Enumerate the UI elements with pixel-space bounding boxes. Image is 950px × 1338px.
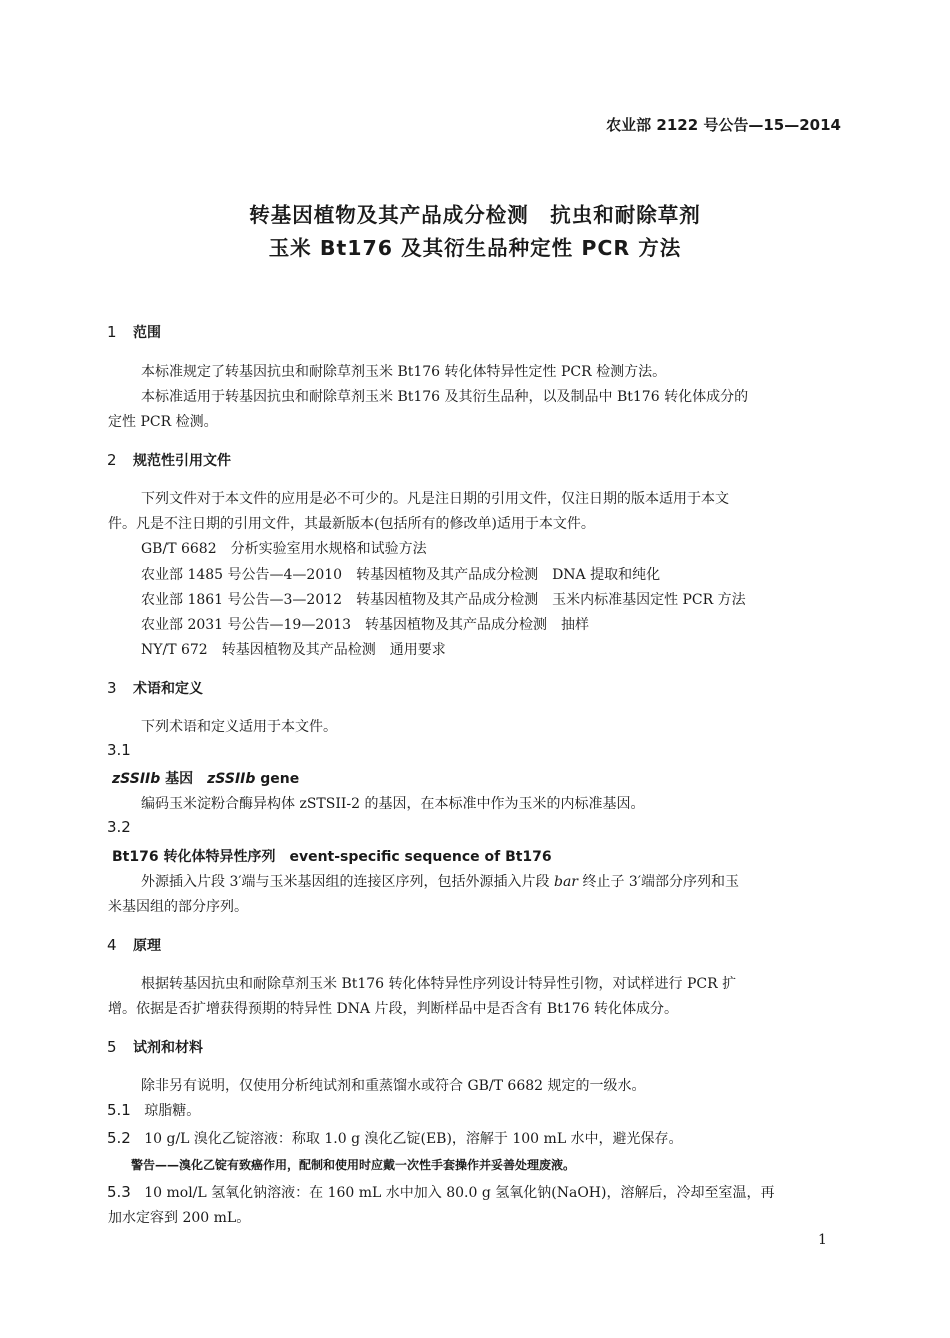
term-3-1-heading (112, 768, 299, 788)
title-line-1: 转基因植物及其产品成分检测 抗虫和耐除草剂 (249, 203, 701, 227)
term-3-2-number (107, 818, 131, 836)
section-number: 1 (107, 323, 117, 341)
paragraph: 本标准适用于转基因抗虫和耐除草剂玉米 Bt176 及其衍生品种，以及制品中 Bt176 转化体成分的 (141, 389, 749, 405)
document-number: 农业部 2122 号公告—15—2014 (606, 116, 841, 134)
paragraph: 根据转基因抗虫和耐除草剂玉米 Bt176 转化体特异性序列设计特异性引物，对试样进行 PCR 扩 (141, 976, 737, 992)
title-line-2: 玉米 Bt176 及其衍生品种定性 PCR 方法 (268, 236, 682, 260)
paragraph: 下列文件对于本文件的应用是必不可少的。凡是注日期的引用文件，仅注日期的版本适用于本文 (141, 491, 729, 507)
term-italic: zSSIIb (112, 771, 161, 787)
reference-item: 农业部 1861 号公告—3—2012 转基因植物及其产品成分检测 玉米内标准基因定性 PCR 方法 (141, 592, 746, 608)
reference-item: 农业部 2031 号公告—19—2013 转基因植物及其产品成分检测 抽样 (141, 617, 589, 633)
term-cn: 基因 (160, 771, 208, 787)
paragraph: 本标准规定了转基因抗虫和耐除草剂玉米 Bt176 转化体特异性定性 PCR 检测方法。 (141, 364, 667, 380)
term-definition: 编码玉米淀粉合酶异构体 zSTSII-2 的基因，在本标准中作为玉米的内标准基因。 (141, 796, 645, 812)
section-title: 规范性引用文件 (133, 453, 231, 469)
item-5-2 (107, 1128, 683, 1148)
definition-text: 终止子 3′端部分序列和玉 (578, 874, 740, 890)
item-text: 琼脂糖。 (144, 1103, 201, 1119)
clause-number: 3.1 (107, 741, 131, 759)
section-number: 2 (107, 451, 117, 469)
item-text: 10 g/L 溴化乙锭溶液：称取 1.0 g 溴化乙锭(EB)，溶解于 100 mL 水中，避光保存。 (144, 1131, 683, 1147)
clause-number: 3.2 (107, 818, 131, 836)
section-2-heading (107, 450, 231, 470)
term-definition-continued: 米基因组的部分序列。 (108, 899, 248, 915)
section-title: 试剂和材料 (133, 1040, 203, 1056)
term-en-italic: zSSIIb (207, 771, 256, 787)
term-3-2-heading: Bt176 转化体特异性序列 event-specific sequence of Bt176 (112, 849, 552, 865)
term-definition (141, 871, 739, 891)
paragraph-continued: 增。依据是否扩增获得预期的特异性 DNA 片段，判断样品中是否含有 Bt176 转化体成分。 (108, 1001, 679, 1017)
section-title: 术语和定义 (133, 681, 203, 697)
section-number: 5 (107, 1038, 117, 1056)
definition-italic: bar (554, 874, 579, 890)
definition-text: 外源插入片段 3′端与玉米基因组的连接区序列，包括外源插入片段 (141, 874, 554, 890)
clause-number: 5.3 (107, 1183, 131, 1201)
warning-note: 警告——溴化乙锭有致癌作用，配制和使用时应戴一次性手套操作并妥善处理废液。 (131, 1158, 576, 1172)
reference-item: NY/T 672 转基因植物及其产品检测 通用要求 (141, 642, 446, 658)
page-number: 1 (818, 1232, 827, 1248)
clause-number: 5.1 (107, 1101, 131, 1119)
section-1-heading (107, 322, 161, 342)
section-number: 4 (107, 936, 117, 954)
paragraph-continued: 件。凡是不注日期的引用文件，其最新版本(包括所有的修改单)适用于本文件。 (108, 516, 595, 532)
section-title: 原理 (133, 938, 161, 954)
paragraph-continued: 定性 PCR 检测。 (108, 414, 218, 430)
section-title: 范围 (133, 325, 161, 341)
item-5-3 (107, 1182, 774, 1202)
section-3-heading (107, 678, 203, 698)
reference-item: GB/T 6682 分析实验室用水规格和试验方法 (141, 541, 427, 557)
paragraph: 下列术语和定义适用于本文件。 (141, 719, 337, 735)
term-en: gene (255, 771, 300, 787)
term-3-1-number (107, 741, 131, 759)
section-5-heading (107, 1037, 203, 1057)
paragraph: 除非另有说明，仅使用分析纯试剂和重蒸馏水或符合 GB/T 6682 规定的一级水。 (141, 1078, 646, 1094)
reference-item: 农业部 1485 号公告—4—2010 转基因植物及其产品成分检测 DNA 提取和纯化 (141, 567, 661, 583)
item-5-1 (107, 1100, 200, 1120)
section-number: 3 (107, 679, 117, 697)
item-text: 10 mol/L 氢氧化钠溶液：在 160 mL 水中加入 80.0 g 氢氧化钠(NaOH)，溶解后，冷却至室温，再 (144, 1185, 775, 1201)
clause-number: 5.2 (107, 1129, 131, 1147)
item-5-3-continued: 加水定容到 200 mL。 (108, 1210, 251, 1226)
section-4-heading (107, 935, 161, 955)
